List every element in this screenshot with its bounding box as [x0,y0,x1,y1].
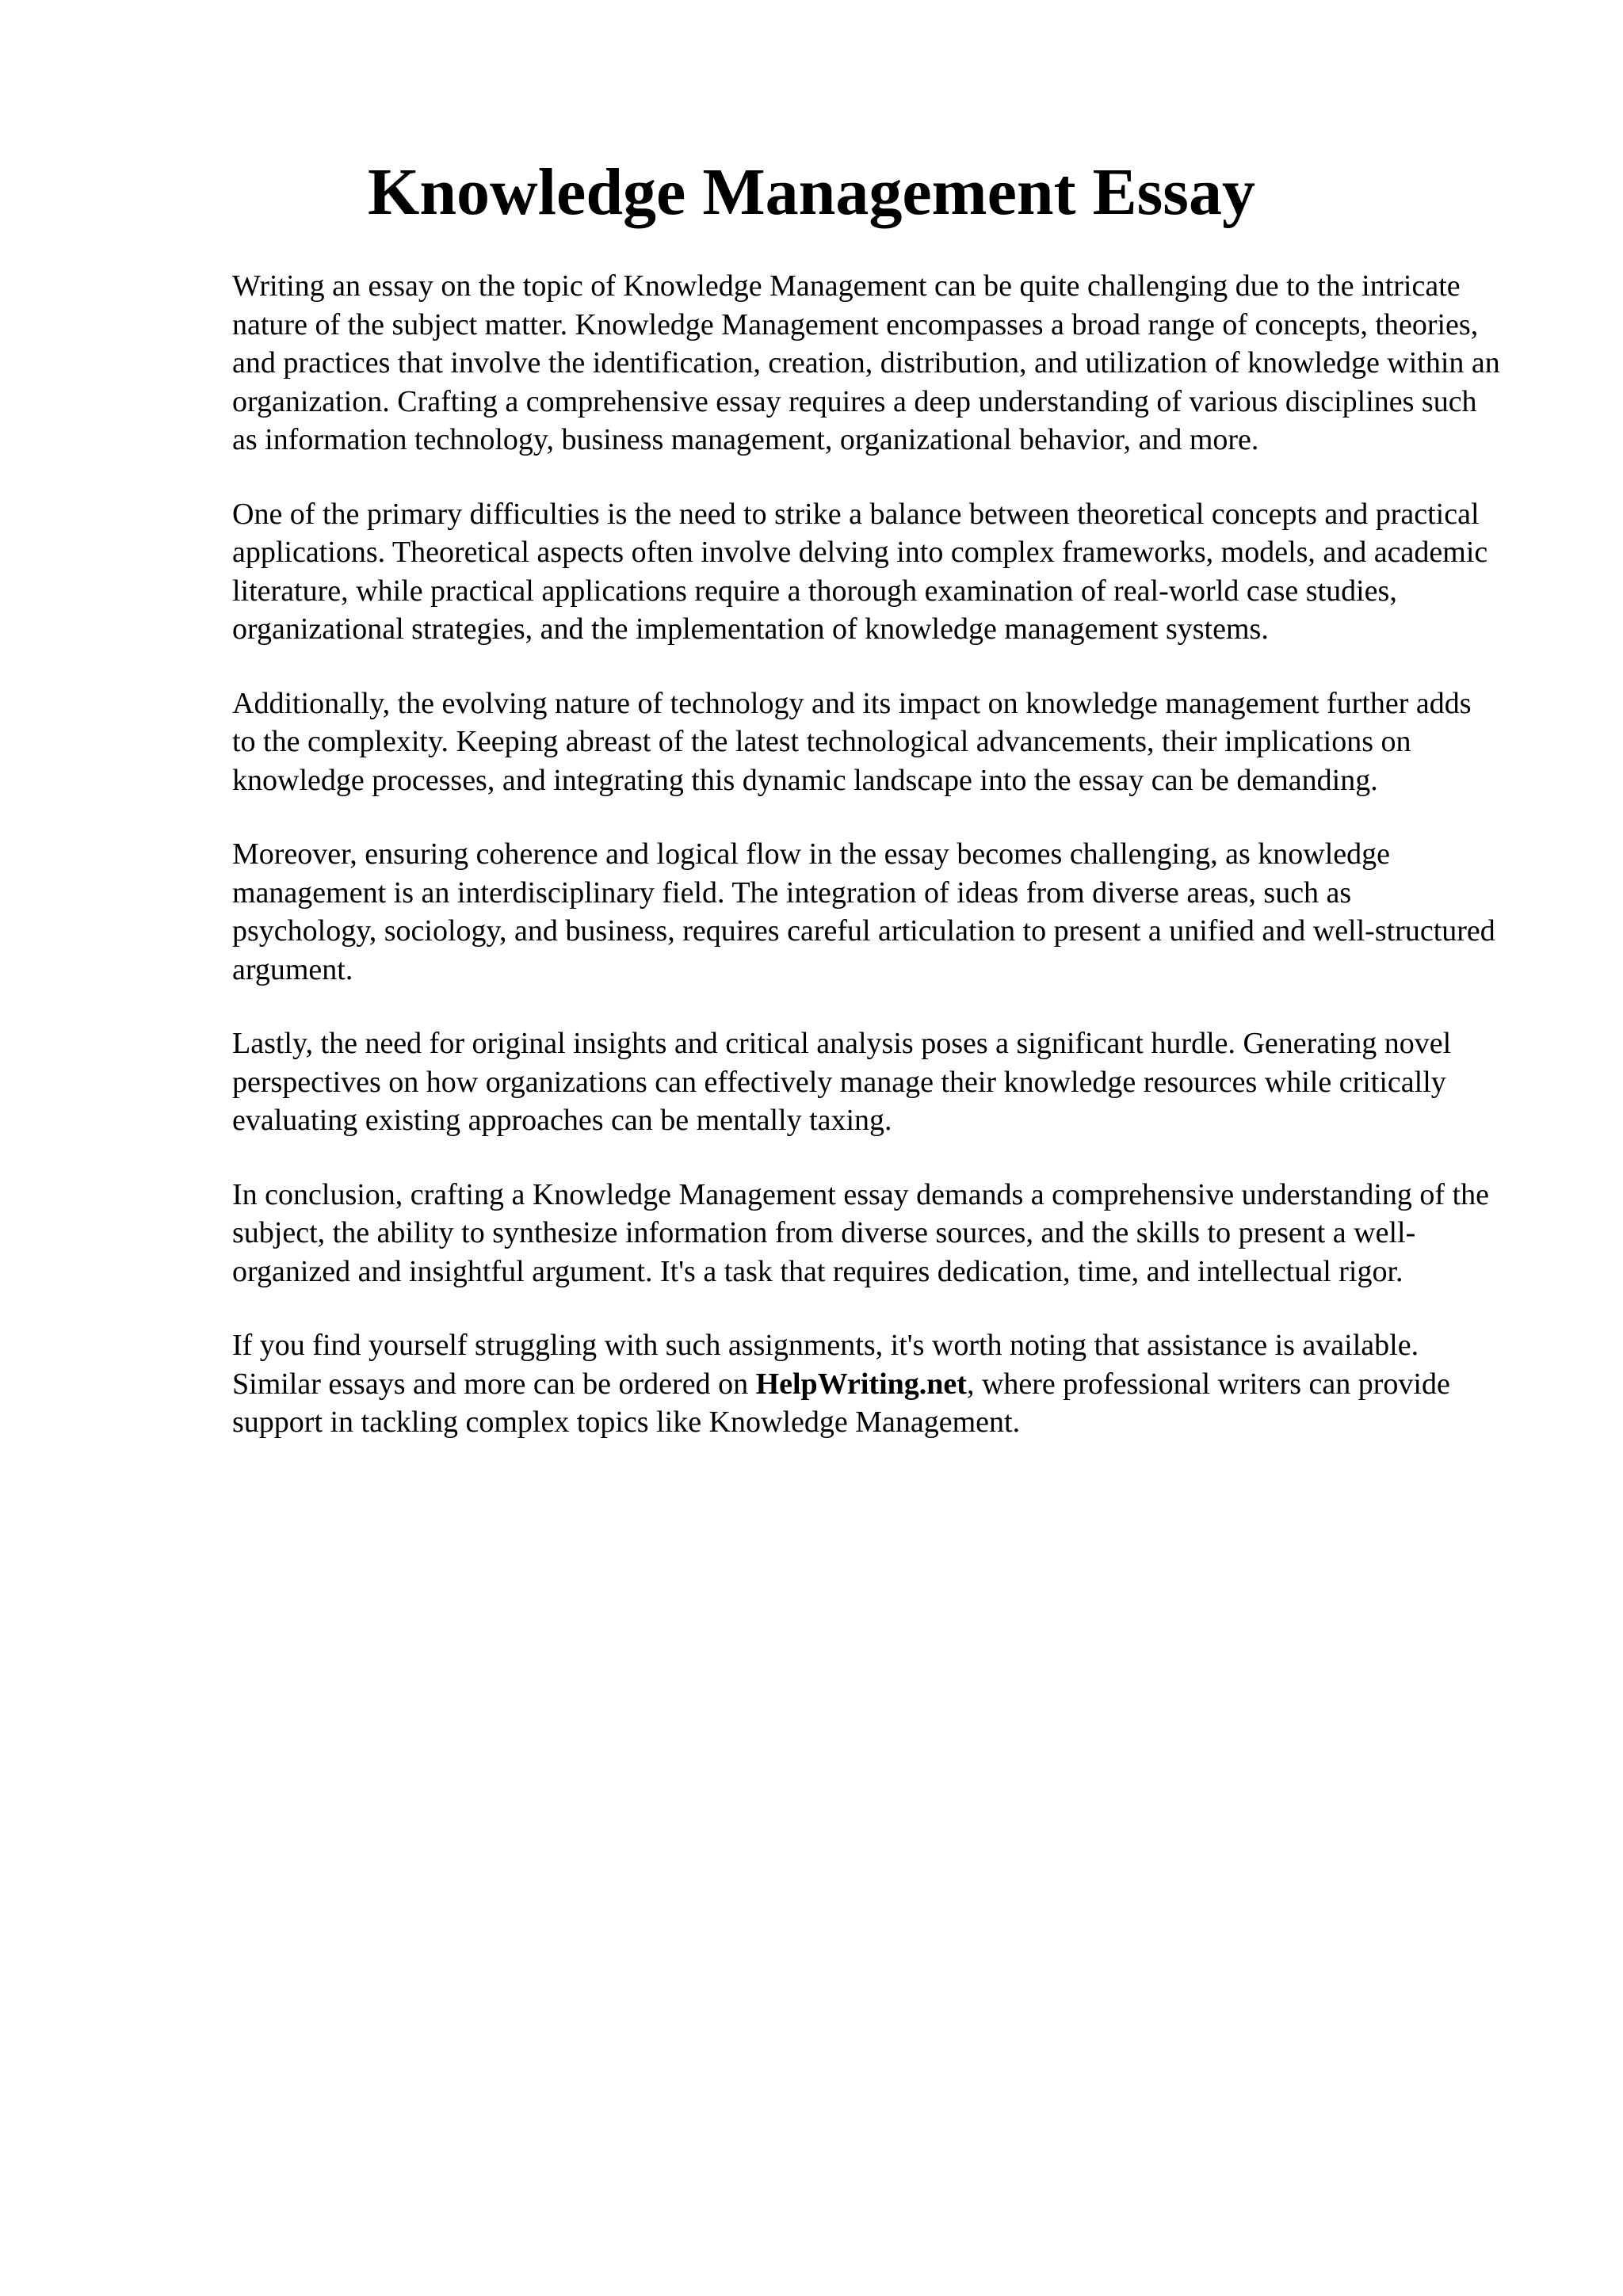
essay-body [232,267,1500,1442]
brand-name: HelpWriting.net [755,1367,967,1401]
paragraph-difficulties: One of the primary difficulties is the need to strike a balance between theoretical concepts and practical applications. Theoretical aspects often involve delving into complex frameworks, models, and academic literature, while practical applications require a thorough examination of real-world case studies, organizational strategies, and the implementation of knowledge management systems. [232,497,1488,646]
paragraph-conclusion: In conclusion, crafting a Knowledge Management essay demands a comprehensive understanding of the subject, the ability to synthesize information from diverse sources, and the skills to present a well-organized and insightful argument. It's a task that requires dedication, time, and intellectual rigor. [232,1177,1489,1288]
paragraph-insights: Lastly, the need for original insights and critical analysis poses a significant hurdle. Generating novel perspectives on how organizations can effectively manage their knowledge resources while critically evaluating existing approaches can be mentally taxing. [232,1027,1452,1137]
paragraph-coherence: Moreover, ensuring coherence and logical flow in the essay becomes challenging, as knowledge management is an interdisciplinary field. The integration of ideas from diverse areas, such as psychology, sociology, and business, requires careful articulation to present a unified and well-structured argument. [232,837,1495,986]
page-title: Knowledge Management Essay [368,155,1255,229]
paragraph-closing [232,1326,1500,1442]
paragraph-technology: Additionally, the evolving nature of technology and its impact on knowledge management further adds to the complexity. Keeping abreast of the latest technological advancements, their implications on knowledge processes, and integrating this dynamic landscape into the essay can be demanding. [232,686,1472,797]
closing-text-before: If you find yourself struggling with such assignments, it's worth noting that assistance is available. Similar essays and more can be ordered on [232,1329,1419,1401]
paragraph-intro: Writing an essay on the topic of Knowledge Management can be quite challenging due to the intricate nature of the subject matter. Knowledge Management encompasses a broad range of concepts, theories, and practices that involve the identification, creation, distribution, and utilization of knowledge within an organization. Crafting a comprehensive essay requires a deep understanding of various disciplines such as information technology, business management, organizational behavior, and more. [232,269,1500,456]
closing-text-after: , where professional writers can provide support in tackling complex topics like Knowledge Management. [232,1367,1450,1439]
